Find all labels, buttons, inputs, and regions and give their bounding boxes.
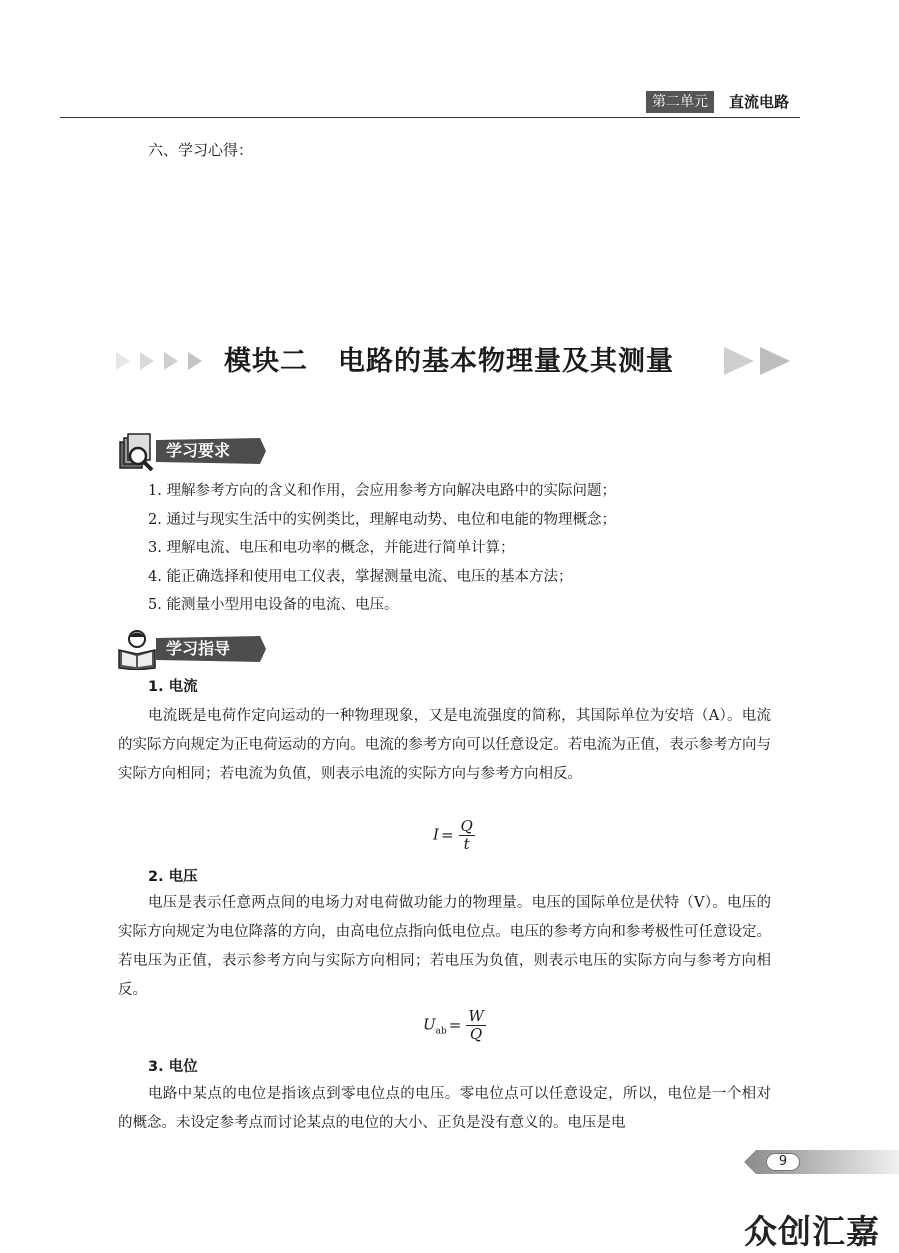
- formula-numerator: Q: [460, 817, 473, 835]
- formula-denominator: t: [463, 835, 470, 853]
- requirements-list: [148, 477, 808, 620]
- page-number-tab: [744, 1150, 899, 1174]
- arrow-icon: [760, 347, 790, 375]
- formula-numerator: W: [468, 1007, 484, 1025]
- formula-lhs: I: [433, 825, 439, 844]
- page-number: 9: [766, 1153, 800, 1171]
- topic-paragraph: 电流既是电荷作定向运动的一种物理现象，又是电流强度的简称，其国际单位为安培（A）。电流的实际方向规定为正电荷运动的方向。电流的参考方向可以任意设定。若电流为正值，表示参考方向与实际方向相同；若电流为负值，则表示电流的实际方向与参考方向相反。: [118, 708, 771, 782]
- module-title: [224, 342, 674, 382]
- formula-lhs: U: [423, 1015, 436, 1034]
- header-divider: [60, 117, 800, 118]
- formula-denominator: Q: [469, 1025, 483, 1043]
- module-label: 模块二: [224, 346, 308, 377]
- topic-paragraph: 电路中某点的电位是指该点到零电位点的电压。零电位点可以任意设定，所以，电位是一个相对的概念。未设定参考点而讨论某点的电位的大小、正负是没有意义的。电压是电: [118, 1086, 771, 1131]
- formula-voltage: [423, 1008, 486, 1043]
- arrow-icon: [188, 352, 202, 370]
- module-name: 电路的基本物理量及其测量: [338, 346, 674, 377]
- list-item: 2. 通过与现实生活中的实例类比，理解电动势、电位和电能的物理概念；: [148, 511, 616, 528]
- topic-paragraph: 电压是表示任意两点间的电场力对电荷做功能力的物理量。电压的国际单位是伏特（V）。电压的实际方向规定为电位降落的方向，由高电位点指向低电位点。电压的参考方向和参考极性可任意设定。若电压为正值，表示参考方向与实际方向相同；若电压为负值，则表示电压的实际方向与参考方向相反。: [118, 895, 771, 998]
- formula-subscript: ab: [435, 1026, 447, 1037]
- watermark: 众创汇嘉: [744, 1212, 880, 1251]
- arrow-icon: [724, 347, 754, 375]
- formula-equals: =: [440, 825, 454, 844]
- arrow-icon: [164, 352, 178, 370]
- guidance-heading: 学习指导: [166, 639, 231, 658]
- unit-label-badge: 第二单元: [646, 91, 714, 113]
- formula-fraction: [466, 1008, 485, 1043]
- formula-equals: =: [448, 1015, 462, 1034]
- topic-title: 2. 电压: [148, 869, 198, 885]
- module-title-banner: [116, 342, 806, 382]
- arrow-icon: [116, 352, 130, 370]
- list-item: 4. 能正确选择和使用电工仪表，掌握测量电流、电压的基本方法；: [148, 568, 573, 585]
- formula-fraction: [459, 818, 475, 853]
- topic-title: 1. 电流: [148, 679, 198, 695]
- requirements-header: [116, 432, 276, 468]
- guidance-header: [116, 630, 276, 666]
- unit-title: 直流电路: [729, 93, 790, 111]
- list-item: 5. 能测量小型用电设备的电流、电压。: [148, 597, 399, 614]
- formula-current: [433, 818, 475, 853]
- topic-title: 3. 电位: [148, 1059, 198, 1075]
- list-item: 3. 理解电流、电压和电功率的概念，并能进行简单计算；: [148, 540, 515, 557]
- reading-person-icon: [116, 630, 158, 670]
- requirements-heading: 学习要求: [166, 441, 231, 460]
- section-heading-reflection: 六、学习心得：: [148, 141, 254, 159]
- list-item: 1. 理解参考方向的含义和作用，会应用参考方向解决电路中的实际问题；: [148, 483, 616, 499]
- arrow-icon: [140, 352, 154, 370]
- book-magnifier-icon: [116, 432, 158, 472]
